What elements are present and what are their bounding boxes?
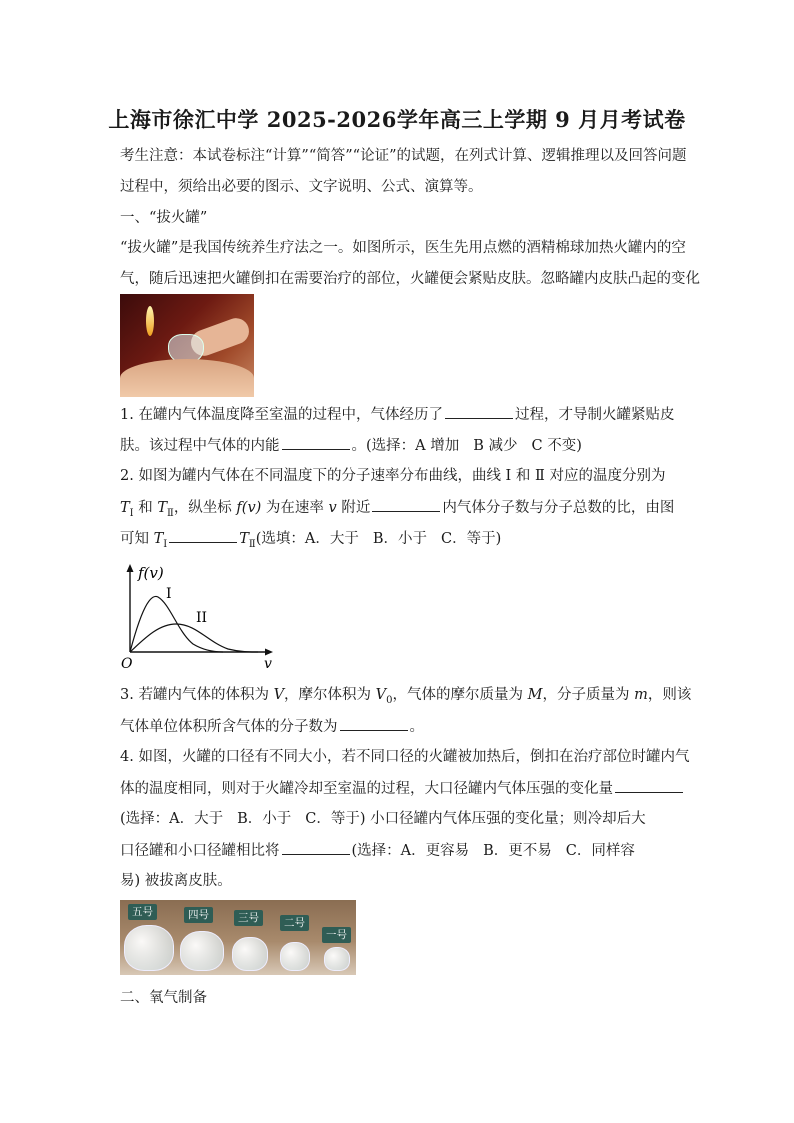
q1-blank-2[interactable] <box>282 435 350 450</box>
jar-4 <box>180 931 224 971</box>
q2-fv: f(v) <box>236 500 262 516</box>
q3-text-a: 3. 若罐内气体的体积为 <box>120 687 274 703</box>
q4-option-a2: (选择：A．更容易 <box>351 843 470 859</box>
cupping-jars-photo <box>120 900 356 975</box>
section-2-heading: 二、氧气制备 <box>120 990 207 1006</box>
cupping-photo <box>120 294 254 397</box>
origin-label: O <box>121 656 133 672</box>
q3-text-c: ，气体的摩尔质量为 <box>392 687 528 703</box>
notice-line-2: 过程中，须给出必要的图示、文字说明、公式、演算等。 <box>120 179 483 195</box>
q1-blank-1[interactable] <box>445 404 513 419</box>
question-4-line-4 <box>120 840 635 861</box>
q2-text-know: 可知 <box>120 531 154 547</box>
section-1-intro-line-2: 气，随后迅速把火罐倒扣在需要治疗的部位，火罐便会紧贴皮肤。忽略罐内皮肤凸起的变化 <box>120 271 700 287</box>
q3-blank[interactable] <box>340 716 408 731</box>
q3-text-g: 。 <box>409 719 424 735</box>
flame-shape <box>146 306 154 336</box>
question-2-line-1: 2. 如图为罐内气体在不同温度下的分子速率分布曲线，曲线 Ⅰ 和 Ⅱ 对应的温度分别为 <box>120 468 666 484</box>
question-3-line-1 <box>120 685 691 711</box>
q2-text-rate: 为在速率 <box>261 500 329 516</box>
q2-t1b: T <box>153 531 164 547</box>
q3-text-f: 气体单位体积所含气体的分子数为 <box>120 719 338 735</box>
q2-blank-2[interactable] <box>169 528 237 543</box>
q2-text-ratio: 内气体分子数与分子总数的比，由图 <box>442 500 675 516</box>
q1-text-a: 1. 在罐内气体温度降至室温的过程中，气体经历了 <box>120 407 443 423</box>
q4-text-b: 口径罐和小口径罐相比将 <box>120 843 280 859</box>
question-4-line-1: 4. 如图，火罐的口径有不同大小，若不同口径的火罐被加热后，倒扣在治疗部位时罐内气 <box>120 749 690 765</box>
q3-text-d: ，分子质量为 <box>542 687 635 703</box>
curve-2-label: II <box>196 610 208 626</box>
jar-2 <box>280 942 310 971</box>
q1-text-c: 肤。该过程中气体的内能 <box>120 438 280 454</box>
q2-text-ord: ，纵坐标 <box>173 500 237 516</box>
skin-shape <box>120 359 254 397</box>
q4-option-a: (选择：A．大于 <box>120 811 224 827</box>
q3-v0: V <box>375 687 387 703</box>
q4-option-b2: B．更不易 <box>483 843 552 859</box>
q2-and: 和 <box>133 500 158 516</box>
curve-2 <box>130 624 258 652</box>
q4-blank-2[interactable] <box>282 840 350 855</box>
q1-text-b: 过程，才导制火罐紧贴皮 <box>514 407 675 423</box>
q2-t2b-sub: Ⅱ <box>248 538 256 550</box>
jar-label-2: 二号 <box>280 915 309 931</box>
section-1-heading: 一、“拔火罐” <box>120 210 208 226</box>
q2-option-a: (选填：A．大于 <box>255 531 359 547</box>
jar-label-4: 四号 <box>184 907 213 923</box>
question-2-line-3 <box>120 528 501 555</box>
q2-blank-1[interactable] <box>372 497 440 512</box>
jar-label-3: 三号 <box>234 910 263 926</box>
q2-t2: T <box>157 500 168 516</box>
jar-3 <box>232 937 268 971</box>
q4-option-c: C．等于) 小口径罐内气体压强的变化量；则冷却后大 <box>305 811 646 827</box>
curve-1-label: I <box>166 586 172 602</box>
q1-text-d: 。(选择：A 增加 <box>351 438 460 454</box>
y-axis-label: f(v) <box>138 564 164 582</box>
question-4-line-3 <box>120 809 646 829</box>
q1-option-c: C 不变) <box>531 438 582 454</box>
q4-blank-1[interactable] <box>615 778 683 793</box>
q2-t1: T <box>120 500 130 516</box>
speed-distribution-graph <box>118 562 282 672</box>
question-2-line-2 <box>120 497 674 524</box>
q4-option-c2: C．同样容 <box>565 843 635 859</box>
jar-label-1: 一号 <box>322 927 351 943</box>
q2-option-c: C．等于) <box>441 531 502 547</box>
q2-t1-sub: Ⅰ <box>129 507 134 519</box>
q3-v: V <box>273 687 285 703</box>
q2-v: v <box>328 500 337 516</box>
x-axis-arrow <box>265 649 273 656</box>
q4-text-a: 体的温度相同，则对于火罐冷却至室温的过程，大口径罐内气体压强的变化量 <box>120 781 613 797</box>
q3-text-e: ，则该 <box>647 687 692 703</box>
question-1-line-2 <box>120 435 582 456</box>
q3-m-small: m <box>634 687 648 703</box>
question-4-line-2 <box>120 778 685 799</box>
q1-option-b: B 减少 <box>473 438 518 454</box>
question-4-line-5: 易) 被拔离皮肤。 <box>120 873 232 889</box>
jar-label-5: 五号 <box>128 904 157 920</box>
q2-t2-sub: Ⅱ <box>167 507 174 519</box>
q4-option-b: B．小于 <box>237 811 292 827</box>
exam-title: 上海市徐汇中学 2025-2026学年高三上学期 9 月月考试卷 <box>108 107 686 132</box>
question-3-line-2 <box>120 716 424 737</box>
section-1-intro-line-1: “拔火罐”是我国传统养生疗法之一。如图所示，医生先用点燃的酒精棉球加热火罐内的空 <box>120 240 686 256</box>
question-1-line-1 <box>120 404 674 425</box>
q2-t1b-sub: Ⅰ <box>163 538 168 550</box>
notice-line-1: 考生注意：本试卷标注“计算”“简答”“论证”的试题，在列式计算、逻辑推理以及回答问题 <box>120 148 687 164</box>
q3-m-big: M <box>527 687 543 703</box>
q2-text-near: 附近 <box>336 500 371 516</box>
q3-v0-sub: 0 <box>386 694 393 706</box>
q3-text-b: ，摩尔体积为 <box>284 687 376 703</box>
x-axis-label: v <box>264 656 272 672</box>
q2-t2b: T <box>239 531 249 547</box>
jar-5 <box>124 925 174 971</box>
q2-option-b: B．小于 <box>372 531 427 547</box>
jar-1 <box>324 947 350 971</box>
y-axis-arrow <box>127 564 134 572</box>
